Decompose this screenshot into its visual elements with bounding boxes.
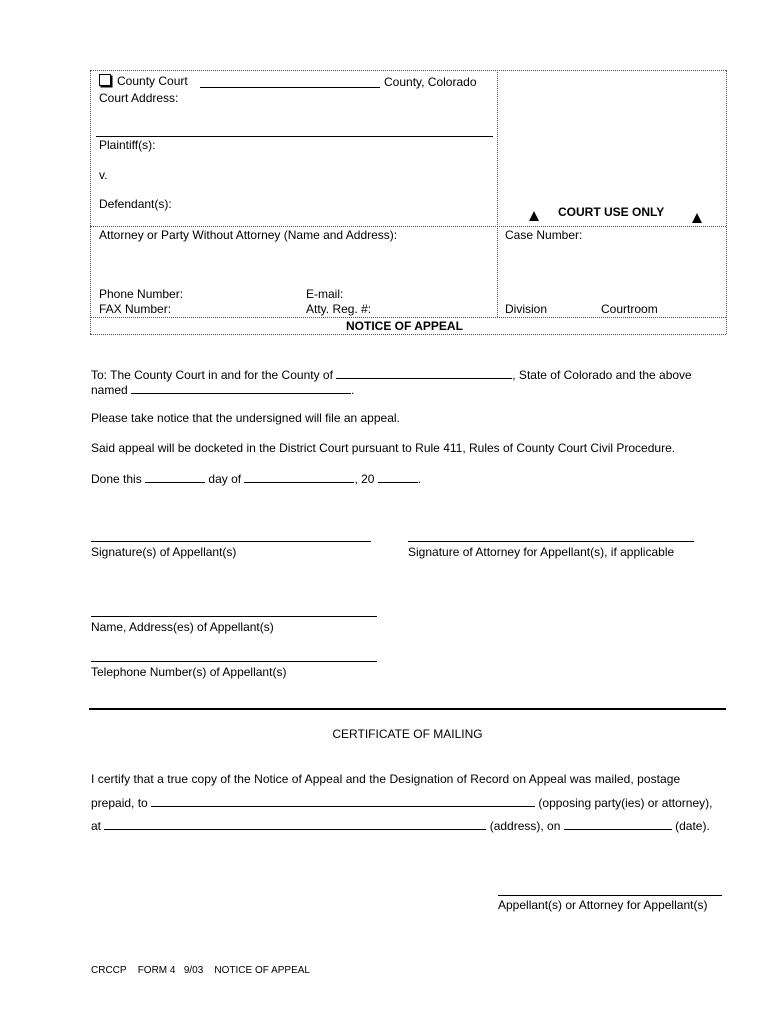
named-line [91, 382, 354, 397]
prepaid-prefix: prepaid, to [91, 796, 148, 810]
named-field[interactable] [131, 382, 351, 394]
appellant-signature-line[interactable] [91, 541, 371, 542]
county-suffix: County, Colorado [384, 75, 477, 89]
table-row-divider [90, 226, 726, 227]
table-left-border [90, 70, 91, 334]
docket-text: Said appeal will be docketed in the District Court pursuant to Rule 411, Rules of County Court Civil Procedure. [91, 441, 676, 455]
address-suffix: (address), on [489, 819, 561, 833]
done-this-line [91, 471, 421, 486]
name-address-line[interactable] [91, 616, 377, 617]
at-line [91, 818, 710, 833]
county-name-field[interactable] [200, 76, 380, 88]
date-suffix: (date). [675, 819, 710, 833]
certificate-line1: I certify that a true copy of the Notice of Appeal and the Designation of Record on Appeal was mailed, postage [91, 772, 681, 786]
to-prefix: To: The County Court in and for the County of [91, 368, 333, 382]
footer [91, 965, 310, 976]
telephone-line[interactable] [91, 661, 377, 662]
at-prefix: at [91, 819, 102, 833]
date-field[interactable] [564, 818, 672, 830]
county-field[interactable] [336, 367, 512, 379]
opposing-party-field[interactable] [151, 795, 535, 807]
triangle-up-icon [692, 212, 702, 226]
table-bottom-border [90, 334, 726, 335]
to-suffix: , State of Colorado and the above [512, 368, 692, 382]
court-type-row [99, 74, 188, 88]
court-type-label: County Court [117, 74, 188, 88]
courtroom-label: Courtroom [601, 302, 658, 316]
day-of-label: day of [208, 472, 242, 486]
year-prefix: , 20 [354, 472, 375, 486]
certificate-signature-line[interactable] [498, 895, 722, 896]
court-address-label: Court Address: [99, 91, 179, 105]
footer-name: NOTICE OF APPEAL [214, 965, 310, 976]
division-label: Division [505, 302, 548, 316]
form-title: NOTICE OF APPEAL [346, 319, 463, 333]
email-label: E-mail: [306, 287, 344, 301]
certificate-title: CERTIFICATE OF MAILING [332, 727, 483, 741]
atty-reg-label: Atty. Reg. #: [306, 302, 372, 316]
address-field[interactable] [104, 818, 486, 830]
table-mid-bottom-border [90, 317, 726, 318]
court-use-only-label: COURT USE ONLY [558, 205, 665, 219]
attorney-signature-line[interactable] [408, 541, 694, 542]
attorney-label: Attorney or Party Without Attorney (Name and Address): [99, 228, 398, 242]
plaintiff-label: Plaintiff(s): [99, 138, 156, 152]
versus-label: v. [99, 168, 108, 182]
prepaid-suffix: (opposing party(ies) or attorney), [538, 796, 713, 810]
court-address-line[interactable] [96, 136, 493, 137]
certificate-signer-label: Appellant(s) or Attorney for Appellant(s) [498, 898, 708, 912]
telephone-label: Telephone Number(s) of Appellant(s) [91, 665, 287, 679]
done-this-label: Done this [91, 472, 142, 486]
case-number-label: Case Number: [505, 228, 583, 242]
triangle-up-icon [529, 210, 539, 224]
named-end: . [351, 383, 355, 397]
day-field[interactable] [145, 471, 205, 483]
fax-label: FAX Number: [99, 302, 172, 316]
section-divider [89, 708, 726, 710]
month-field[interactable] [244, 471, 354, 483]
named-label: named [91, 383, 128, 397]
table-right-border [726, 70, 727, 334]
footer-date: 9/03 [183, 965, 204, 976]
prepaid-line [91, 795, 712, 810]
phone-label: Phone Number: [99, 287, 184, 301]
checkbox-icon[interactable] [99, 74, 111, 86]
table-top-border [90, 70, 726, 71]
year-end: . [417, 472, 422, 486]
year-field[interactable] [378, 471, 418, 483]
footer-code: CRCCP [91, 965, 127, 976]
appellant-signature-label: Signature(s) of Appellant(s) [91, 545, 237, 559]
name-address-label: Name, Address(es) of Appellant(s) [91, 620, 274, 634]
footer-form: FORM 4 [137, 965, 176, 976]
notice-text: Please take notice that the undersigned will file an appeal. [91, 411, 400, 425]
defendant-label: Defendant(s): [99, 197, 172, 211]
to-line [91, 367, 692, 382]
attorney-signature-label: Signature of Attorney for Appellant(s), if applicable [408, 545, 675, 559]
table-column-divider [497, 70, 498, 317]
